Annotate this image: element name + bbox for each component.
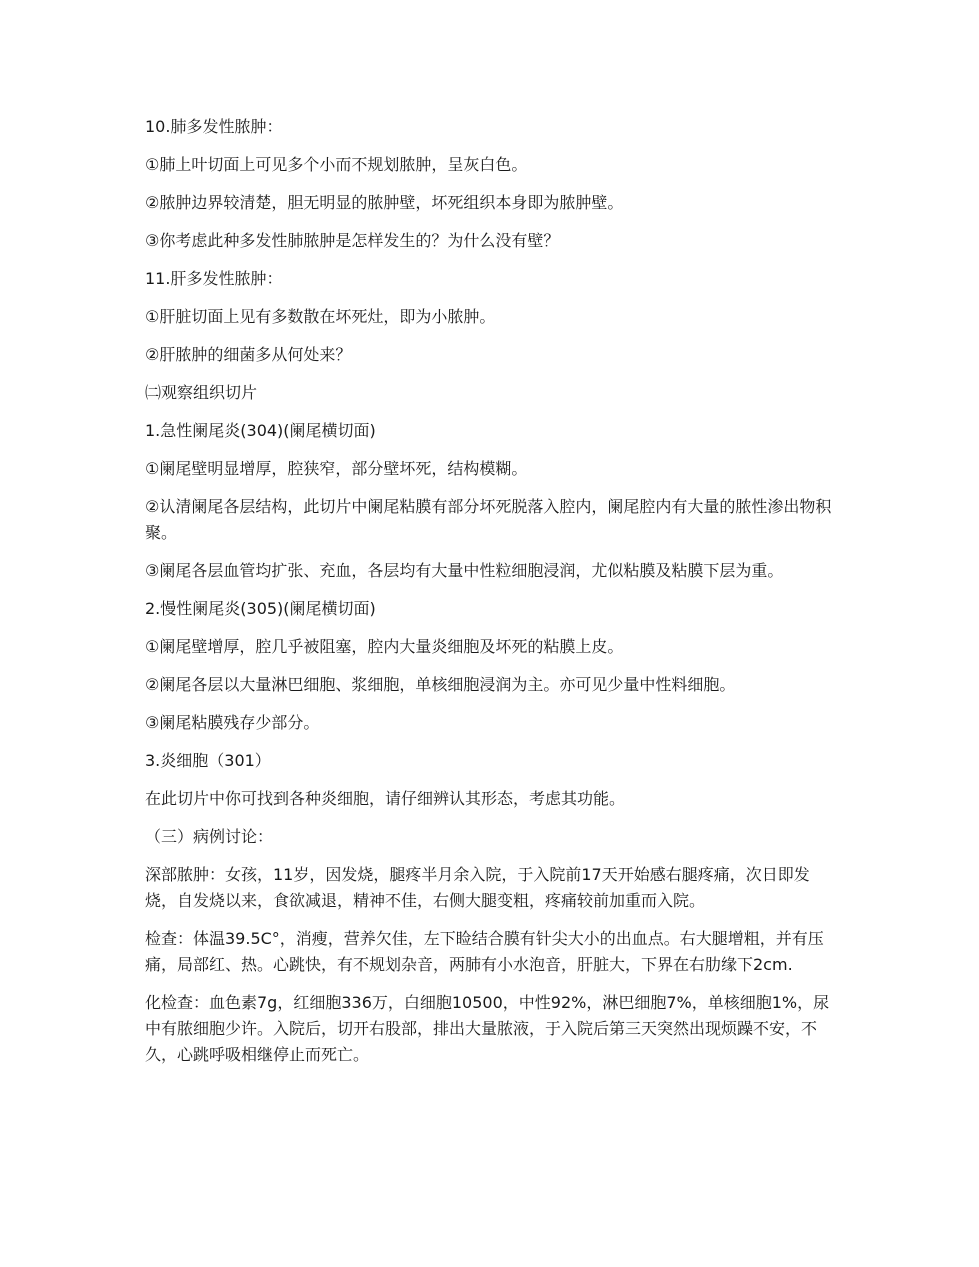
section-heading-case-discussion: （三）病例讨论： [145, 827, 274, 846]
paragraph: ②脓肿边界较清楚，胆无明显的脓肿壁，坏死组织本身即为脓肿壁。 [145, 193, 624, 212]
section-heading-acute-appendicitis: 1.急性阑尾炎(304)(阑尾横切面) [145, 421, 376, 440]
paragraph: ②认清阑尾各层结构，此切片中阑尾粘膜有部分坏死脱落入腔内，阑尾腔内有大量的脓性渗出物积聚。 [145, 497, 832, 542]
paragraph: ③阑尾粘膜残存少部分。 [145, 713, 320, 732]
document-body [145, 114, 837, 1080]
paragraph: 化检查：血色素7g，红细胞336万，白细胞10500，中性92%，淋巴细胞7%，单核细胞1%，尿中有脓细胞少许。入院后，切开右股部，排出大量脓液，于入院后第三天突然出现烦躁不安，不久，心跳呼吸相继停止而死亡。 [145, 993, 830, 1064]
section-heading-chronic-appendicitis: 2.慢性阑尾炎(305)(阑尾横切面) [145, 599, 376, 618]
section-heading-lung-abscess: 10.肺多发性脓肿： [145, 117, 283, 136]
paragraph: ②肝脓肿的细菌多从何处来？ [145, 345, 352, 364]
paragraph: ②阑尾各层以大量淋巴细胞、浆细胞，单核细胞浸润为主。亦可见少量中性料细胞。 [145, 675, 736, 694]
paragraph: 深部脓肿：女孩，11岁，因发烧，腿疼半月余入院，于入院前17天开始感右腿疼痛，次日即发烧，自发烧以来，食欲减退，精神不佳，右侧大腿变粗，疼痛较前加重而入院。 [145, 865, 810, 910]
paragraph: ①肺上叶切面上可见多个小而不规划脓肿，呈灰白色。 [145, 155, 528, 174]
paragraph: ①肝脏切面上见有多数散在坏死灶，即为小脓肿。 [145, 307, 496, 326]
section-heading-inflammatory-cells: 3.炎细胞（301） [145, 751, 271, 770]
section-heading-tissue-slides: ㈡观察组织切片 [145, 383, 258, 402]
paragraph: ③你考虑此种多发性肺脓肿是怎样发生的？为什么没有壁？ [145, 231, 560, 250]
paragraph: 在此切片中你可找到各种炎细胞，请仔细辨认其形态，考虑其功能。 [145, 789, 626, 808]
paragraph: ③阑尾各层血管均扩张、充血，各层均有大量中性粒细胞浸润，尤似粘膜及粘膜下层为重。 [145, 561, 784, 580]
paragraph: ①阑尾壁增厚，腔几乎被阻塞，腔内大量炎细胞及坏死的粘膜上皮。 [145, 637, 624, 656]
paragraph: ①阑尾壁明显增厚，腔狭窄，部分壁坏死，结构模糊。 [145, 459, 528, 478]
section-heading-liver-abscess: 11.肝多发性脓肿： [145, 269, 283, 288]
paragraph: 检查：体温39.5C°，消瘦，营养欠佳，左下睑结合膜有针尖大小的出血点。右大腿增粗，并有压痛，局部红、热。心跳快，有不规划杂音，两肺有小水泡音，肝脏大，下界在右肋缘下2cm. [145, 929, 824, 974]
